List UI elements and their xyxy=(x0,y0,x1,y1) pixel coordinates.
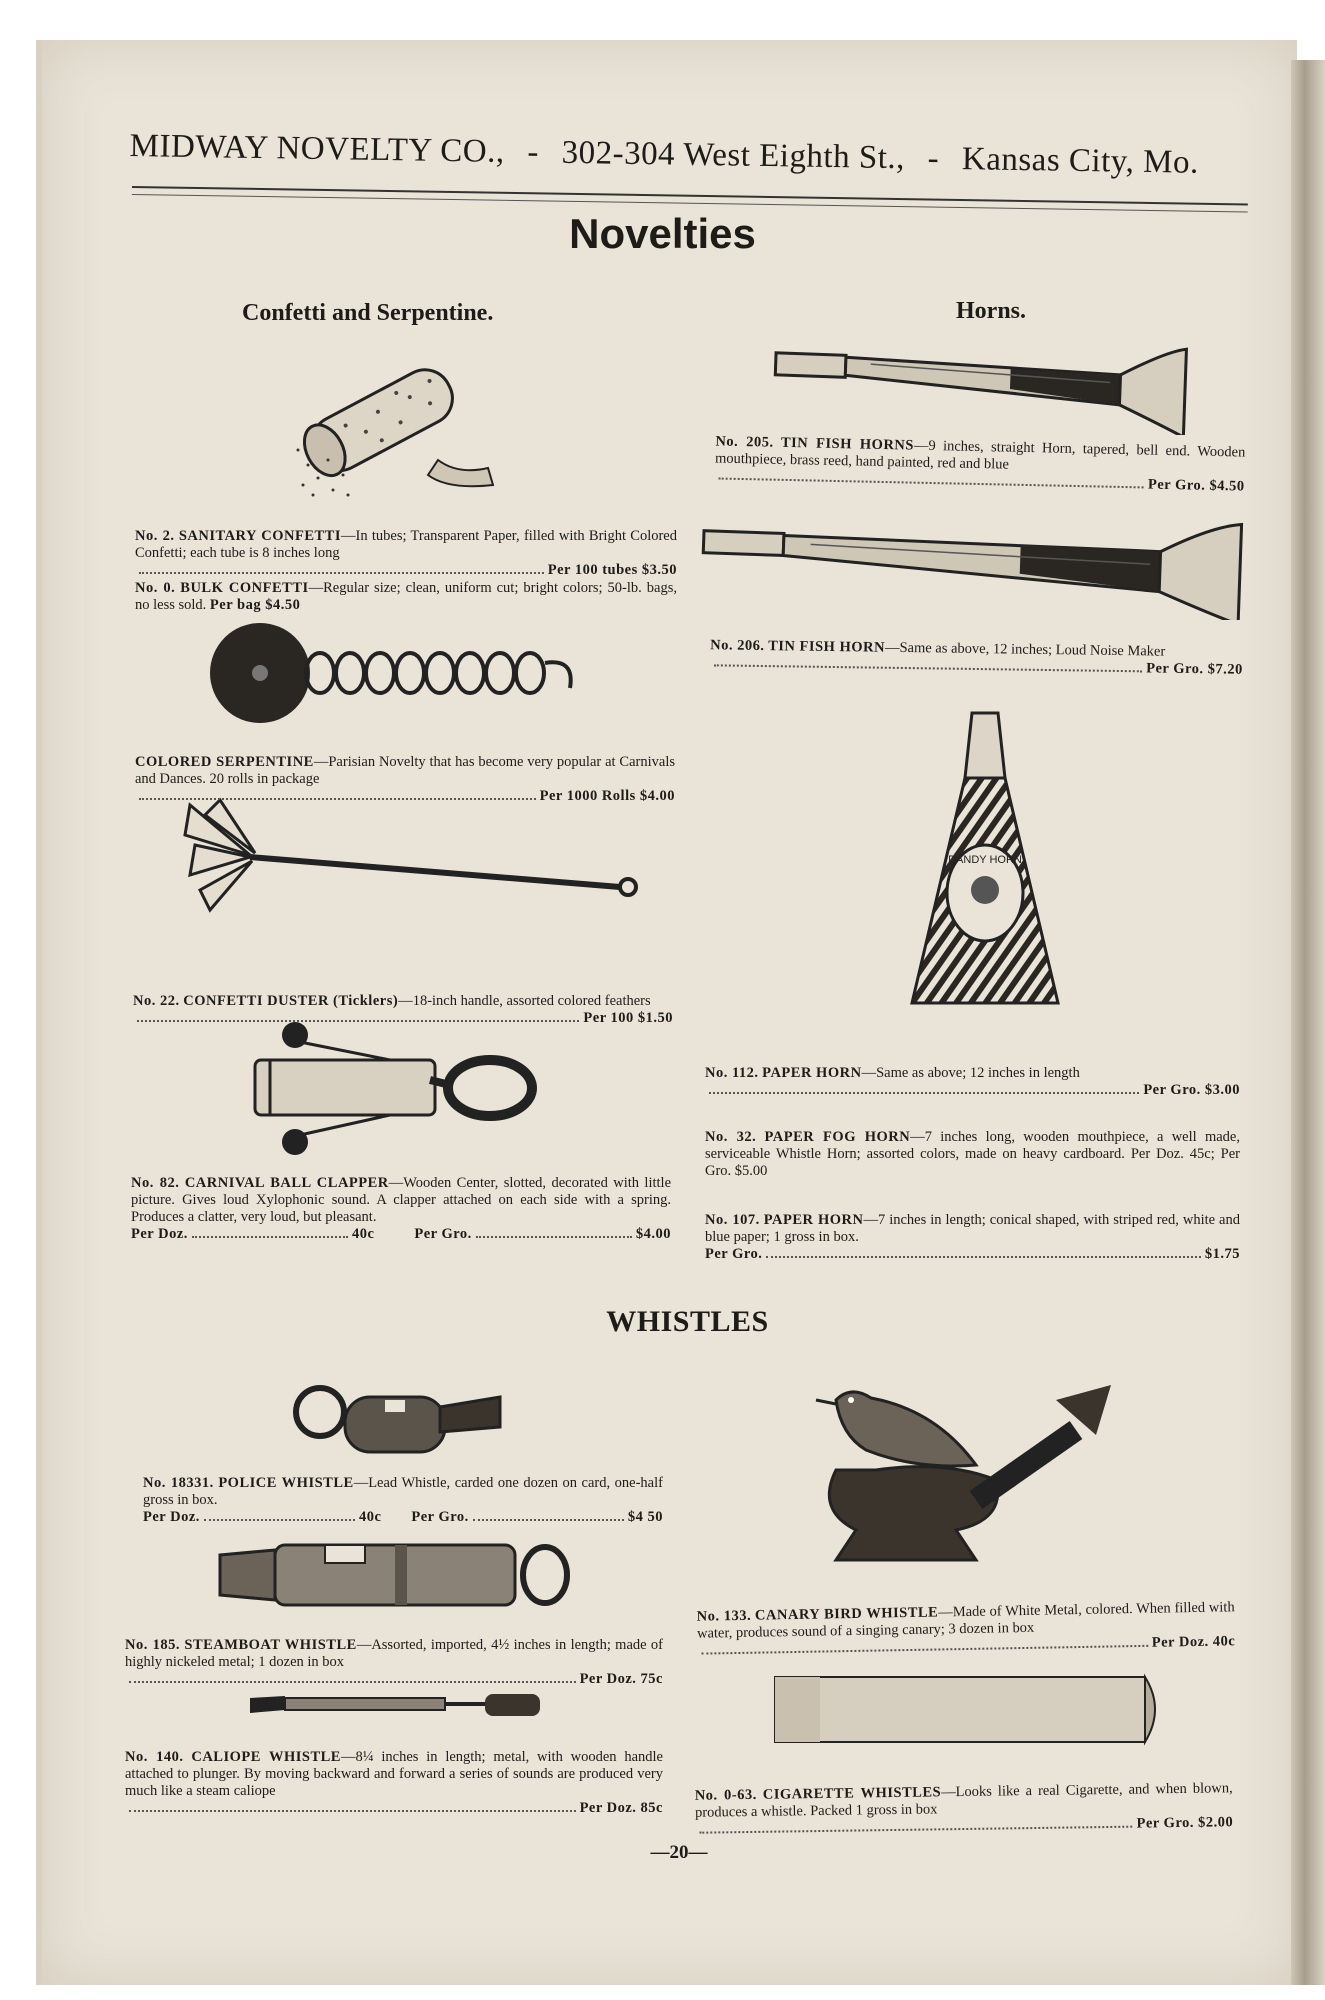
item-number: No. 22. xyxy=(133,993,180,1009)
item-name: CARNIVAL BALL CLAPPER xyxy=(184,1175,389,1191)
company-city: Kansas City, Mo. xyxy=(961,141,1200,181)
item-name: CONFETTI DUSTER (Ticklers) xyxy=(183,993,399,1009)
item-price: Per Doz. 75c xyxy=(579,1671,663,1687)
item-name: SANITARY CONFETTI xyxy=(178,528,341,544)
item-price: Per Gro. $4.50 xyxy=(1147,476,1245,495)
item-description: —Regular size; clean, uniform cut; bright colors; 50-lb. bags, no less sold. xyxy=(135,580,677,613)
page-title: Novelties xyxy=(569,210,756,257)
header-separator: - xyxy=(527,134,540,171)
item-confetti-duster xyxy=(133,976,673,1044)
item-number: No. 0-63. xyxy=(694,1786,757,1804)
item-ball-clapper xyxy=(131,1158,671,1260)
item-number: No. 206. xyxy=(710,637,765,655)
item-colored-serpentine xyxy=(135,737,675,822)
item-description: —18-inch handle, assorted colored feathers xyxy=(398,993,651,1009)
steamboat-whistle-illustration xyxy=(215,1530,575,1620)
item-description: —Lead Whistle, carded one dozen on card, one-half gross in box. xyxy=(143,1475,663,1508)
item-price-label: Per Doz. xyxy=(131,1226,188,1242)
item-description: —Same as above; 12 inches in length xyxy=(861,1065,1080,1081)
item-number: No. 18331. xyxy=(143,1475,214,1491)
item-price: Per 100 $1.50 xyxy=(583,1010,673,1026)
item-description: —Parisian Novelty that has become very popular at Carnivals and Dances. 20 rolls in package xyxy=(135,754,675,787)
page-number: —20— xyxy=(650,1842,708,1863)
item-price: Per Gro. $7.20 xyxy=(1146,660,1243,678)
item-number: No. 112. xyxy=(705,1065,759,1081)
item-name: CIGARETTE WHISTLES xyxy=(762,1784,942,1803)
item-number: No. 32. xyxy=(705,1129,757,1145)
item-number: No. 133. xyxy=(696,1607,752,1625)
item-paper-fog-horn-32 xyxy=(705,1112,1240,1180)
confetti-tube-illustration xyxy=(288,350,498,500)
section-horns: Horns. xyxy=(956,298,1027,324)
item-number: No. 140. xyxy=(125,1749,184,1765)
item-description: —In tubes; Transparent Paper, filled with Bright Colored Confetti; each tube is 8 inches long xyxy=(135,528,677,561)
item-number: No. 0. xyxy=(135,580,176,596)
item-price: $4.00 xyxy=(635,1226,672,1242)
item-name: CANARY BIRD WHISTLE xyxy=(754,1604,939,1624)
item-description: —Made of White Metal, colored. When filled with water, produces sound of a singing canary; 3 dozen in box xyxy=(696,1599,1235,1642)
section-whistles: WHISTLES xyxy=(606,1305,769,1338)
item-price: Per 1000 Rolls $4.00 xyxy=(539,788,675,804)
item-name: TIN FISH HORN xyxy=(768,638,886,656)
item-description: —Same as above, 12 inches; Loud Noise Maker xyxy=(884,639,1166,660)
page-edge xyxy=(1291,60,1325,1985)
item-name: POLICE WHISTLE xyxy=(218,1475,354,1491)
item-number: No. 2. xyxy=(135,528,175,544)
canary-bird-whistle-illustration xyxy=(796,1380,1116,1570)
item-name: BULK CONFETTI xyxy=(180,580,309,596)
item-price-label: Per Gro. xyxy=(705,1246,763,1262)
item-name: COLORED SERPENTINE xyxy=(135,754,314,770)
item-description: —Looks like a real Cigarette, and when blown, produces a whistle. Packed 1 gross in box xyxy=(694,1780,1233,1821)
item-canary-bird-whistle xyxy=(696,1582,1235,1676)
item-price-label: Per Gro. xyxy=(411,1509,469,1525)
item-price: 40c xyxy=(358,1509,382,1525)
item-number: No. 82. xyxy=(131,1175,180,1191)
item-price: Per Doz. 40c xyxy=(1151,1633,1236,1651)
item-price-label: Per Doz. xyxy=(143,1509,200,1525)
horn-label: DANDY HORN xyxy=(948,854,1022,866)
item-police-whistle xyxy=(143,1458,663,1543)
item-bulk-confetti xyxy=(135,563,677,614)
item-price: Per 100 tubes $3.50 xyxy=(547,562,677,578)
item-caliope-whistle xyxy=(125,1732,663,1834)
item-description: —8¼ inches in length; metal, with wooden handle attached to plunger. By moving backward and forward a series of sounds are produced very much like a steam caliope xyxy=(125,1749,663,1799)
item-description: —7 inches long, wooden mouthpiece, a well made, serviceable Whistle Horn; assorted colors, made on heavy cardboard. Per Doz. 45c; Per Gro. $5.00 xyxy=(705,1129,1240,1179)
item-price: Per bag $4.50 xyxy=(209,597,301,613)
item-name: PAPER FOG HORN xyxy=(764,1129,911,1145)
item-name: STEAMBOAT WHISTLE xyxy=(184,1637,357,1653)
tin-fish-horn-large-illustration xyxy=(700,510,1245,620)
item-description: —Wooden Center, slotted, decorated with little picture. Gives loud Xylophonic sound. A clapper attached on each side with a spring. Produces a clatter, very loud, but pleasant. xyxy=(131,1175,671,1225)
item-number: No. 205. xyxy=(715,433,774,451)
item-price: $4 50 xyxy=(627,1509,664,1525)
company-name: MIDWAY NOVELTY CO., xyxy=(129,128,505,170)
item-price: Per Doz. 85c xyxy=(579,1800,663,1816)
item-name: TIN FISH HORNS xyxy=(780,434,915,454)
item-price-label: Per Gro. xyxy=(414,1226,472,1242)
section-confetti: Confetti and Serpentine. xyxy=(242,300,494,326)
item-price: 40c xyxy=(351,1226,375,1242)
item-price: Per Gro. $3.00 xyxy=(1143,1082,1240,1098)
item-name: CALIOPE WHISTLE xyxy=(191,1749,341,1765)
item-number: No. 107. xyxy=(705,1212,760,1228)
police-whistle-illustration xyxy=(290,1372,510,1472)
dandy-paper-horn-illustration xyxy=(910,708,1060,1008)
cigarette-whistle-illustration xyxy=(770,1672,1165,1747)
item-price: Per Gro. $2.00 xyxy=(1136,1814,1234,1832)
item-description: —9 inches, straight Horn, tapered, bell end. Wooden mouthpiece, brass reed, hand painted, red and blue xyxy=(714,437,1246,473)
item-tin-fish-horn-206 xyxy=(710,620,1244,695)
item-paper-horn-112 xyxy=(705,1048,1240,1116)
item-description: —7 inches in length; conical shaped, with striped red, white and blue paper; 1 gross in box. xyxy=(705,1212,1240,1245)
item-name: PAPER HORN xyxy=(762,1065,862,1081)
item-price: $1.75 xyxy=(1204,1246,1240,1262)
serpentine-illustration xyxy=(205,618,605,728)
company-address: 302-304 West Eighth St., xyxy=(561,134,906,177)
item-tin-fish-horns-205 xyxy=(714,416,1246,512)
item-name: PAPER HORN xyxy=(763,1212,864,1228)
item-number: No. 185. xyxy=(125,1637,181,1653)
item-steamboat-whistle xyxy=(125,1620,663,1705)
item-description: —Assorted, imported, 4½ inches in length; made of highly nickeled metal; 1 dozen in box xyxy=(125,1637,664,1670)
item-paper-horn-107 xyxy=(705,1195,1240,1280)
header-separator: - xyxy=(927,140,940,177)
